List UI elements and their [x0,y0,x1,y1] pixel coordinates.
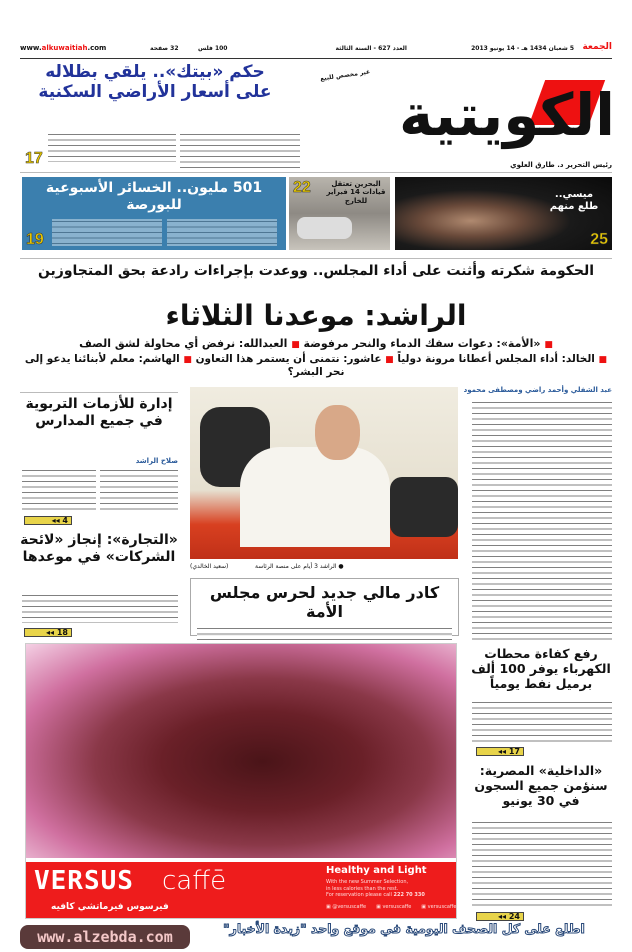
article-body-text [48,132,176,162]
lead-headline[interactable]: الراشد: موعدنا الثلاثاء [165,299,467,332]
issue-date: 5 شعبان 1434 هـ - 14 يونيو 2013 [471,45,574,52]
person-image [240,447,390,547]
photo-credit: (سعيد الخالدي) [190,563,229,570]
top-story-headline[interactable]: حكم «بيتك».. يلقي بظلاله على أسعار الأراضي السكنية [38,62,272,103]
byline: صلاح الراشد [135,457,178,465]
lead-kicker: الحكومة شكرته وأثنت على أداء المجلس.. ووعدت بإجراءات رادعة بحق المتجاوزين [37,263,595,279]
teaser-bourse[interactable]: 501 مليون.. الخسائر الأسبوعية للبورصة 19 [22,177,286,250]
lead-byline: عبد الشفلي وأحمد راضي ومصطفى محمود [463,386,612,394]
right-story-1-headline[interactable]: رفع كفاءة محطات الكهرباء يوفر 100 ألف برميل نفط يومياً [471,646,611,691]
article-body-text [472,700,612,742]
car-image [297,217,352,239]
page-ref-tag: 17 ◂◂ [476,747,524,756]
article-body-text [167,219,277,246]
header-rule [20,58,612,59]
lead-photo [190,387,458,559]
issue-number: العدد 627 - السنة الثالثة [335,45,407,52]
article-body-text [472,820,612,908]
instagram-icon: ▣ versuscaffe [376,904,412,910]
price: 100 فلس [198,45,228,52]
article-body-text [180,132,300,168]
twitter-icon: ▣ @versuscaffe [326,904,367,910]
left-story-2-headline[interactable]: «التجارة»: إنجاز «لائحة الشركات» في موعدها [20,532,178,565]
masthead-logo: الكويتية [398,81,615,149]
chair-image [390,477,458,537]
page-ref-tag: 4 ◂◂ [24,516,72,525]
website-link[interactable]: www.alkuwaitiah.com [20,44,107,52]
header-bar [20,44,612,56]
left-story-1-headline[interactable]: إدارة للأزمات التربوية في جميع المدارس [25,396,173,429]
page-ref: 22 [293,179,311,196]
footer-slogan: اطلع على كل الصحف اليومية في موقع واحد "زبدة الأخبار" [223,921,585,936]
ad-banner: VERSUS caffē فيرسوس فيرماتشي كافيه Healthy and Light With the new Summer Selection, in less calories than the rest. For reservation please call 222 70 330 ▣ @versuscaffe ▣ versuscaffe ▣ versuscaffe [26,862,456,918]
photo-caption: ● الراشد 3 أيام على منصة الرئاسة [255,563,344,570]
page-count: 32 صفحة [150,45,179,52]
facebook-icon: ▣ versuscaffe [421,904,457,910]
page-ref: 25 [590,231,608,248]
food-photo [26,644,456,858]
lead-bullets-row2: ■ الخالد: أداء المجلس أعطانا مرونة دولياً ■ عاشور: نتمنى أن يستمر هذا التعاون ■ الهاشم: معلم لأبنائنا يدعو إلى نحر البشر؟ [24,353,608,378]
lead-bullets-row1: ■ «الأمة»: دعوات سفك الدماء والنحر مرفوضة ■ العبدالله: نرفض أي محاولة لشق الصف [79,337,553,350]
article-body-text [100,468,178,512]
versus-caffe-ad[interactable] [25,643,457,919]
article-body-text [472,400,612,640]
teaser-messi-photo[interactable]: ميسي.. طلع منهم 25 [395,177,612,250]
teaser-bahrain-photo[interactable]: البحرين تعتقل قيادات 14 فبراير للخارج 22 [289,177,390,250]
face-image [315,405,360,460]
page-ref-tag: 18 ◂◂ [24,628,72,637]
editor-in-chief: رئيس التحرير د. طارق العلوي [510,161,612,169]
article-body-text [22,593,178,623]
not-for-sale: غير مخصص للبيع [319,68,371,83]
page-ref-tag: 24 ◂◂ [476,912,524,921]
right-story-2-headline[interactable]: «الداخلية» المصرية: سنؤمن جميع السجون في 30 يونيو [474,763,608,808]
page-ref: 17 [25,150,43,167]
footer-url[interactable]: www.alzebda.com [20,925,190,949]
day-label: الجمعة [582,42,612,52]
article-body-text [197,626,452,640]
page-ref: 19 [26,231,44,248]
article-body-text [52,219,162,246]
article-body-text [22,468,96,512]
box-story[interactable]: كادر مالي جديد لحرس مجلس الأمة [190,578,459,636]
